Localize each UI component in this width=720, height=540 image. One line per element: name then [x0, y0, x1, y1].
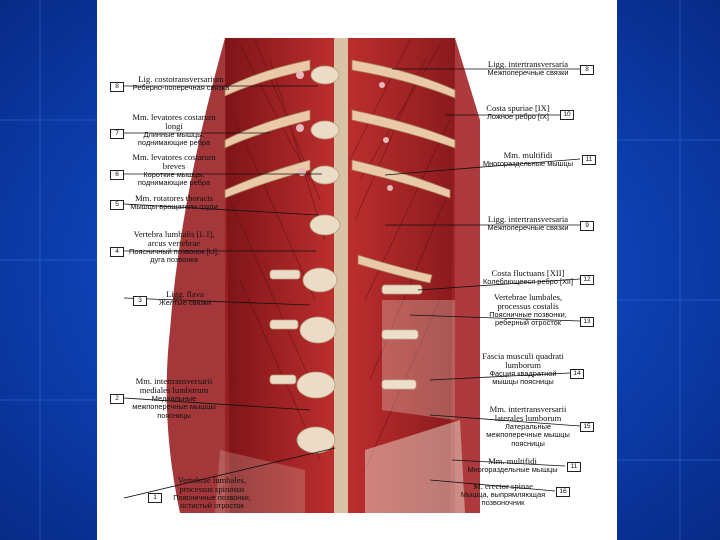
label-number-3: 3 — [133, 296, 147, 306]
label-mm-multifidi-bottom — [460, 457, 565, 474]
label-latin: Ligg. intertransversaria — [487, 59, 569, 69]
label-processus-costalis — [478, 293, 578, 328]
label-russian: Межпоперечные связки — [487, 68, 569, 77]
label-number-6: 6 — [110, 170, 124, 180]
label-intertransversarii-mediales — [124, 377, 224, 420]
label-number-16: 16 — [556, 487, 570, 497]
label-russian: Ложное ребро [IX] — [487, 112, 549, 121]
label-russian: Длинные мышцы, поднимающие ребра — [137, 130, 211, 148]
label-number-5: 5 — [110, 200, 124, 210]
label-russian: Мышца, выпрямляющая позвоночник — [460, 490, 546, 508]
label-russian: Колеблющееся ребро [XII] — [482, 277, 574, 286]
label-russian: Поясничные позвонки, реберный отросток — [489, 310, 567, 328]
label-latin: Mm. levatores costarum breves — [132, 152, 216, 171]
label-number-8-left: 8 — [110, 82, 124, 92]
label-number-9: 9 — [580, 221, 594, 231]
label-latin: Vertebrae lumbales, processus costalis — [493, 292, 563, 311]
label-russian: Медиальные межпоперечные мышцы поясницы — [132, 394, 216, 420]
label-number-13: 13 — [580, 317, 594, 327]
label-latin: Fascia musculi quadrati lumborum — [482, 351, 564, 370]
label-costa-fluctuans — [478, 269, 578, 286]
label-number-1: 1 — [148, 493, 162, 503]
label-lig-costotransversarium — [127, 75, 235, 92]
label-costa-spuriae — [478, 104, 558, 121]
label-erector-spinae — [452, 482, 554, 508]
label-latin: Mm. levatores costarum longi — [132, 112, 216, 131]
label-rotatores-thoracis — [124, 194, 224, 211]
label-intertransversarii-laterales — [478, 405, 578, 448]
label-processus-spinosus — [163, 476, 261, 511]
label-russian: Многораздельные мышцы — [467, 465, 558, 474]
label-latin: Costa fluctuans [XII] — [491, 268, 565, 278]
label-ligg-intertransversaria-mid — [478, 215, 578, 232]
label-russian: Латеральные межпоперечные мышцы поясницы — [486, 422, 570, 448]
label-number-7: 7 — [110, 129, 124, 139]
label-russian: Поясничные позвонки, остистый отросток — [173, 493, 251, 511]
label-ligg-intertransversaria-top — [478, 60, 578, 77]
label-latin: Mm. intertransversarii mediales lumborum — [135, 376, 213, 395]
label-ligg-flava — [148, 290, 222, 307]
label-levatores-costarum-breves — [124, 153, 224, 188]
label-number-12: 12 — [580, 275, 594, 285]
label-latin: Vertebrae lumbales, processus spinosus — [177, 475, 247, 494]
label-mm-multifidi-top — [478, 151, 578, 168]
label-russian: Фасция квадратной мышцы поясницы — [489, 369, 557, 387]
label-latin: Mm. multifidi — [488, 456, 537, 466]
label-latin: Lig. costotransversarium — [138, 74, 224, 84]
label-number-4: 4 — [110, 247, 124, 257]
label-russian: Поясничный позвонок [LI], дуга позвонка — [129, 247, 219, 265]
label-number-15: 15 — [580, 422, 594, 432]
label-latin: Ligg. intertransversaria — [487, 214, 569, 224]
label-number-11-top: 11 — [582, 155, 596, 165]
label-levatores-costarum-longi — [124, 113, 224, 148]
label-latin: Mm. multifidi — [503, 150, 553, 160]
label-vertebra-lumbalis — [124, 230, 224, 265]
label-russian: Реберно-поперечная связка — [132, 83, 230, 92]
label-number-2: 2 — [110, 394, 124, 404]
label-number-10: 10 — [560, 110, 574, 120]
label-latin: Mm. rotatores thoracis — [134, 193, 214, 203]
label-latin: Vertebra lumbalis [L I], arcus vertebrae — [133, 229, 215, 248]
label-latin: M. erector spinae — [473, 481, 533, 491]
label-russian: Многораздельные мышцы — [482, 159, 574, 168]
label-number-11-bottom: 11 — [567, 462, 581, 472]
label-latin: Costa spuriae [IX] — [486, 103, 550, 113]
label-number-8-right: 8 — [580, 65, 594, 75]
label-latin: Mm. intertransversarii laterales lumborum — [489, 404, 567, 423]
label-russian: Желтые связки — [158, 298, 212, 307]
label-russian: Мышцы вращатели груди — [130, 202, 218, 211]
label-number-14: 14 — [570, 369, 584, 379]
label-russian: Межпоперечные связки — [487, 223, 569, 232]
label-russian: Короткие мышцы, поднимающие ребра — [137, 170, 211, 188]
label-fascia-quadrati-lumborum — [478, 352, 568, 387]
label-latin: Ligg. flava — [166, 289, 204, 299]
